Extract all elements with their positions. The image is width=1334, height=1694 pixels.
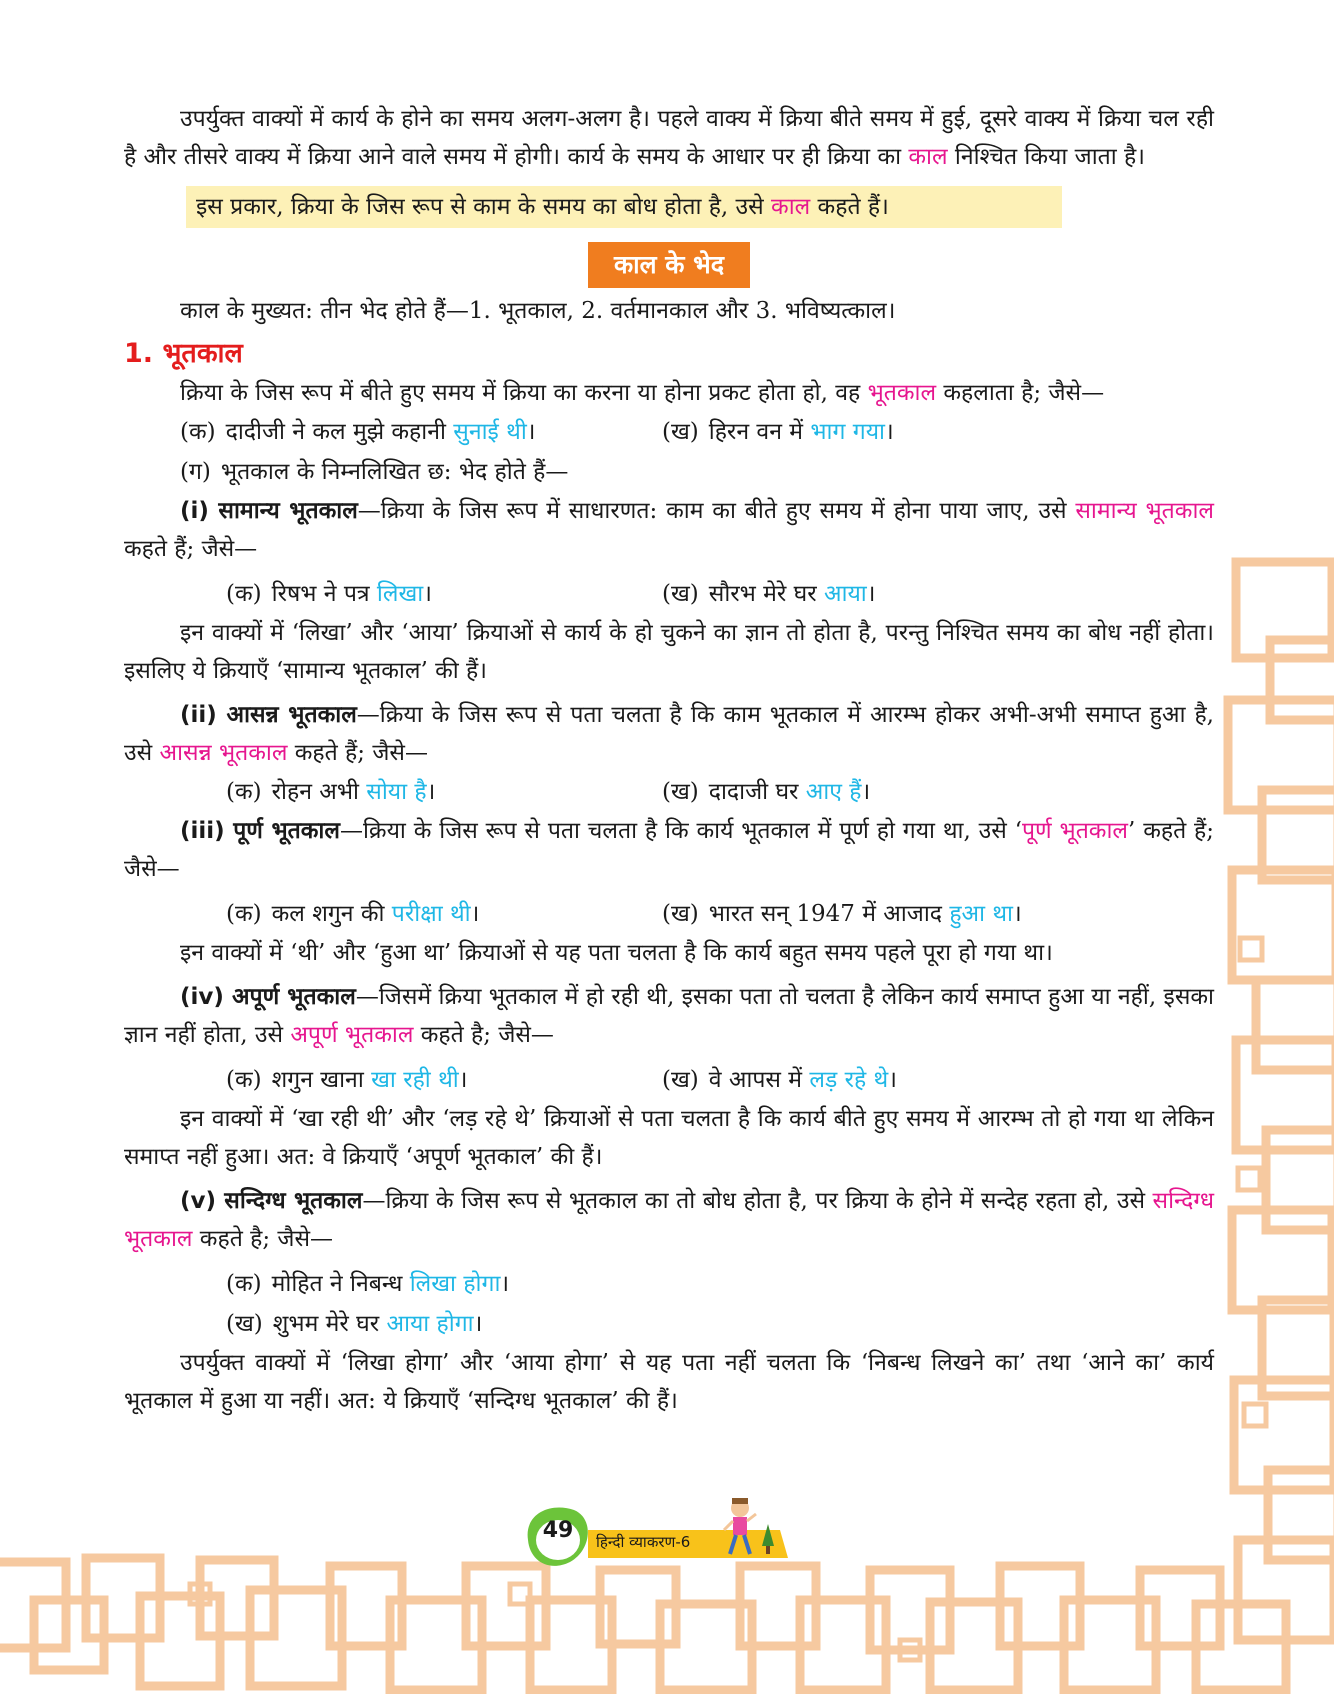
intro-paragraph: उपर्युक्त वाक्यों में कार्य के होने का समय अलग-अलग है। पहले वाक्य में क्रिया बीते समय में हुई, दूसरे वाक्य में क्रिया चल रही है और तीसरे वाक्य में क्रिया आने वाले समय में होगी। कार्य के समय के आधार पर ही क्रिया का काल निश्चित किया जाता है।	[124, 106, 1214, 170]
example-row: (क) दादीजी ने कल मुझे कहानी सुनाई थी। (ख) हिरन वन में भाग गया।	[180, 419, 894, 445]
explanation-note: उपर्युक्त वाक्यों में ‘लिखा होगा’ और ‘आया होगा’ से यह पता नहीं चलता कि ‘निबन्ध लिखने का’ तथा ‘आने का’ कार्य भूतकाल में हुआ या नहीं। अत: ये क्रियाएँ ‘सन्दिग्ध भूतकाल’ की हैं।	[124, 1350, 1214, 1414]
example-row: (क) मोहित ने निबन्ध लिखा होगा।	[226, 1271, 510, 1297]
subtype-apoorn: (iv) अपूर्ण भूतकाल—जिसमें क्रिया भूतकाल में हो रही थी, इसका पता तो चलता है लेकिन कार्य समाप्त हुआ या नहीं, इसका ज्ञान नहीं होता, उसे अपूर्ण भूतकाल कहते है; जैसे—	[124, 984, 1214, 1048]
subtype-sandigdh: (v) सन्दिग्ध भूतकाल—क्रिया के जिस रूप से भूतकाल का तो बोध होता है, पर क्रिया के होने में सन्देह रहता हो, उसे सन्दिग्ध भूतकाल कहते है; जैसे—	[124, 1188, 1214, 1252]
subtype-title: (iv) अपूर्ण भूतकाल	[180, 984, 356, 1010]
types-line: काल के मुख्यत: तीन भेद होते हैं—1. भूतकाल, 2. वर्तमानकाल और 3. भविष्यत्काल।	[180, 298, 896, 324]
example-row: (ख) शुभम मेरे घर आया होगा।	[226, 1311, 483, 1337]
explanation-note: इन वाक्यों में ‘खा रही थी’ और ‘लड़ रहे थे’ क्रियाओं से पता चलता है कि कार्य बीते हुए समय में आरम्भ तो हो गया था लेकिन समाप्त नहीं हुआ। अत: वे क्रियाएँ ‘अपूर्ण भूतकाल’ की हैं।	[124, 1106, 1214, 1170]
section-title-bhootkaal: 1. भूतकाल	[124, 338, 243, 369]
book-title: हिन्दी व्याकरण-6	[596, 1533, 691, 1551]
subtype-title: (v) सन्दिग्ध भूतकाल	[180, 1188, 363, 1214]
term-kaal-definition: काल	[771, 194, 811, 220]
term-kaal: काल	[908, 144, 948, 170]
subtype-title: (i) सामान्य भूतकाल	[180, 498, 358, 524]
example-row: (क) कल शगुन की परीक्षा थी। (ख) भारत सन् 1947 में आजाद हुआ था।	[226, 901, 1022, 927]
example-row: (क) रिषभ ने पत्र लिखा। (ख) सौरभ मेरे घर आया।	[226, 581, 876, 607]
definition-box: इस प्रकार, क्रिया के जिस रूप से काम के समय का बोध होता है, उसे काल कहते हैं।	[186, 186, 1062, 228]
subtype-title: (ii) आसन्न भूतकाल	[180, 702, 357, 728]
example-row: (क) रोहन अभी सोया है। (ख) दादाजी घर आए हैं।	[226, 779, 871, 805]
example-row: (ग) भूतकाल के निम्नलिखित छ: भेद होते हैं—	[180, 459, 569, 485]
kid-cartoon-icon	[716, 1494, 786, 1564]
subtype-samanya: (i) सामान्य भूतकाल—क्रिया के जिस रूप में साधारणत: काम का बीते हुए समय में होना पाया जाए, उसे सामान्य भूतकाल कहते हैं; जैसे—	[124, 498, 1214, 562]
subtype-aasann: (ii) आसन्न भूतकाल—क्रिया के जिस रूप से पता चलता है कि काम भूतकाल में आरम्भ होकर अभी-अभी समाप्त हुआ है, उसे आसन्न भूतकाल कहते हैं; जैसे—	[124, 702, 1214, 766]
page-footer	[520, 1500, 820, 1572]
section-heading-kaal-ke-bhed: काल के भेद	[588, 242, 750, 288]
subtype-title: (iii) पूर्ण भूतकाल	[180, 818, 340, 844]
page-content	[124, 100, 1214, 1420]
example-row: (क) शगुन खाना खा रही थी। (ख) वे आपस में लड़ रहे थे।	[226, 1067, 897, 1093]
explanation-note: इन वाक्यों में ‘लिखा’ और ‘आया’ क्रियाओं से कार्य के हो चुकने का ज्ञान तो होता है, परन्तु निश्चित समय का बोध नहीं होता। इसलिए ये क्रियाएँ ‘सामान्य भूतकाल’ की हैं।	[124, 620, 1214, 684]
explanation-note: इन वाक्यों में ‘थी’ और ‘हुआ था’ क्रियाओं से यह पता चलता है कि कार्य बहुत समय पहले पूरा हो गया था।	[180, 940, 1053, 966]
subtype-poorn: (iii) पूर्ण भूतकाल—क्रिया के जिस रूप से पता चलता है कि कार्य भूतकाल में पूर्ण हो गया था, उसे ‘पूर्ण भूतकाल’ कहते हैं; जैसे—	[124, 818, 1214, 882]
page-number: 49	[542, 1518, 574, 1543]
bhootkaal-definition: क्रिया के जिस रूप में बीते हुए समय में क्रिया का करना या होना प्रकट होता हो, वह भूतकाल कहलाता है; जैसे—	[180, 380, 1105, 406]
